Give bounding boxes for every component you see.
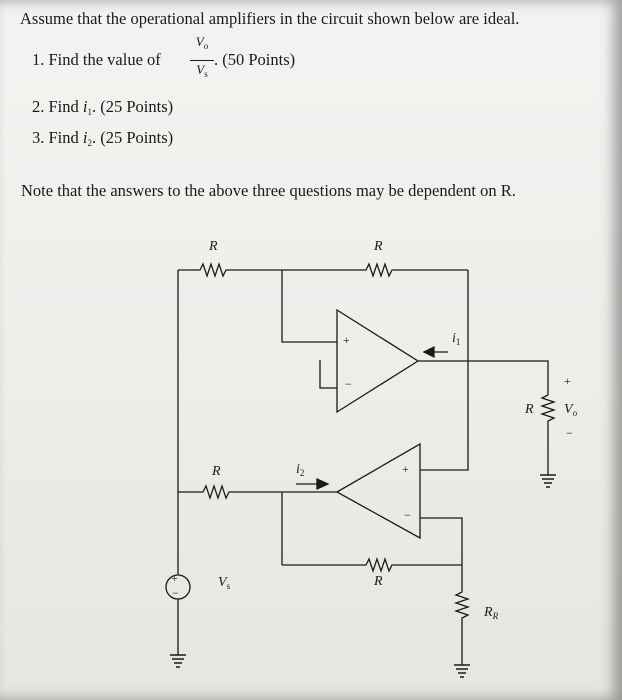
intro-text: Assume that the operational amplifiers in the circuit shown below are ideal. [20, 9, 520, 28]
label-rr: $R_R$ [484, 605, 499, 621]
label-r-bottom: R [374, 574, 383, 589]
label-vs: $V_s$ [218, 575, 231, 591]
wire-upper-output [418, 361, 548, 395]
label-vo: $V_o$ [564, 402, 578, 418]
resistor-middle-left [178, 486, 282, 498]
problem-sheet: Assume that the operational amplifiers in the circuit shown below are ideal. 1. Find the value of $V_o$ $V_s$ . (50 Points) 2. Find $i_1$. (25 Points) 3. Find $i_2$. (25 Points) Note that the answers to the above three questions may be dependent on R. R R R R R $R_R$ $V_s$ $V_o$ $i_1$ $i_2$ + − + − + − + − [0, 0, 622, 700]
wire-upper-minus-input [320, 360, 337, 388]
question-1-suffix: . (50 Points) [214, 50, 296, 69]
question-3: 3. Find $i_2$. (25 Points) [32, 128, 174, 148]
wire-right-feedback [438, 270, 468, 470]
op-amp-upper [337, 310, 418, 412]
upper-op-amp-minus: − [345, 377, 352, 391]
label-r-top-right: R [374, 239, 383, 254]
i1-arrowhead [424, 347, 434, 357]
resistor-bottom [282, 559, 462, 571]
source-plus: + [171, 571, 178, 585]
source-minus: − [172, 586, 179, 600]
i2-arrowhead [317, 479, 328, 489]
label-r-middle-left: R [212, 464, 221, 479]
question-2: 2. Find $i_1$. (25 Points) [32, 97, 174, 117]
ground-rr [454, 665, 470, 677]
note-text: Note that the answers to the above three questions may be dependent on R. [21, 181, 516, 200]
question-1-prefix: 1. Find the value of [32, 50, 161, 69]
fraction-numerator: V [195, 34, 204, 49]
resistor-top-right [282, 264, 468, 276]
label-r-top-left: R [209, 239, 218, 254]
op-amp-lower [337, 444, 420, 538]
lower-op-amp-plus: + [402, 462, 409, 476]
label-i1: $i_1$ [452, 331, 461, 347]
resistor-rr [456, 565, 468, 665]
fraction-denominator: V [196, 62, 205, 77]
resistor-top-left [178, 264, 282, 276]
upper-op-amp-plus: + [343, 333, 350, 347]
resistor-load [542, 395, 554, 475]
label-i2: $i_2$ [296, 462, 305, 478]
wire-lower-minus-input [420, 518, 462, 565]
vo-plus: + [564, 374, 571, 388]
lower-op-amp-minus: − [404, 508, 411, 522]
vo-minus: − [566, 426, 573, 440]
label-r-load: R [525, 402, 534, 417]
wire-upper-plus-input [282, 270, 337, 342]
ground-source [170, 655, 186, 667]
ground-load [540, 475, 556, 487]
